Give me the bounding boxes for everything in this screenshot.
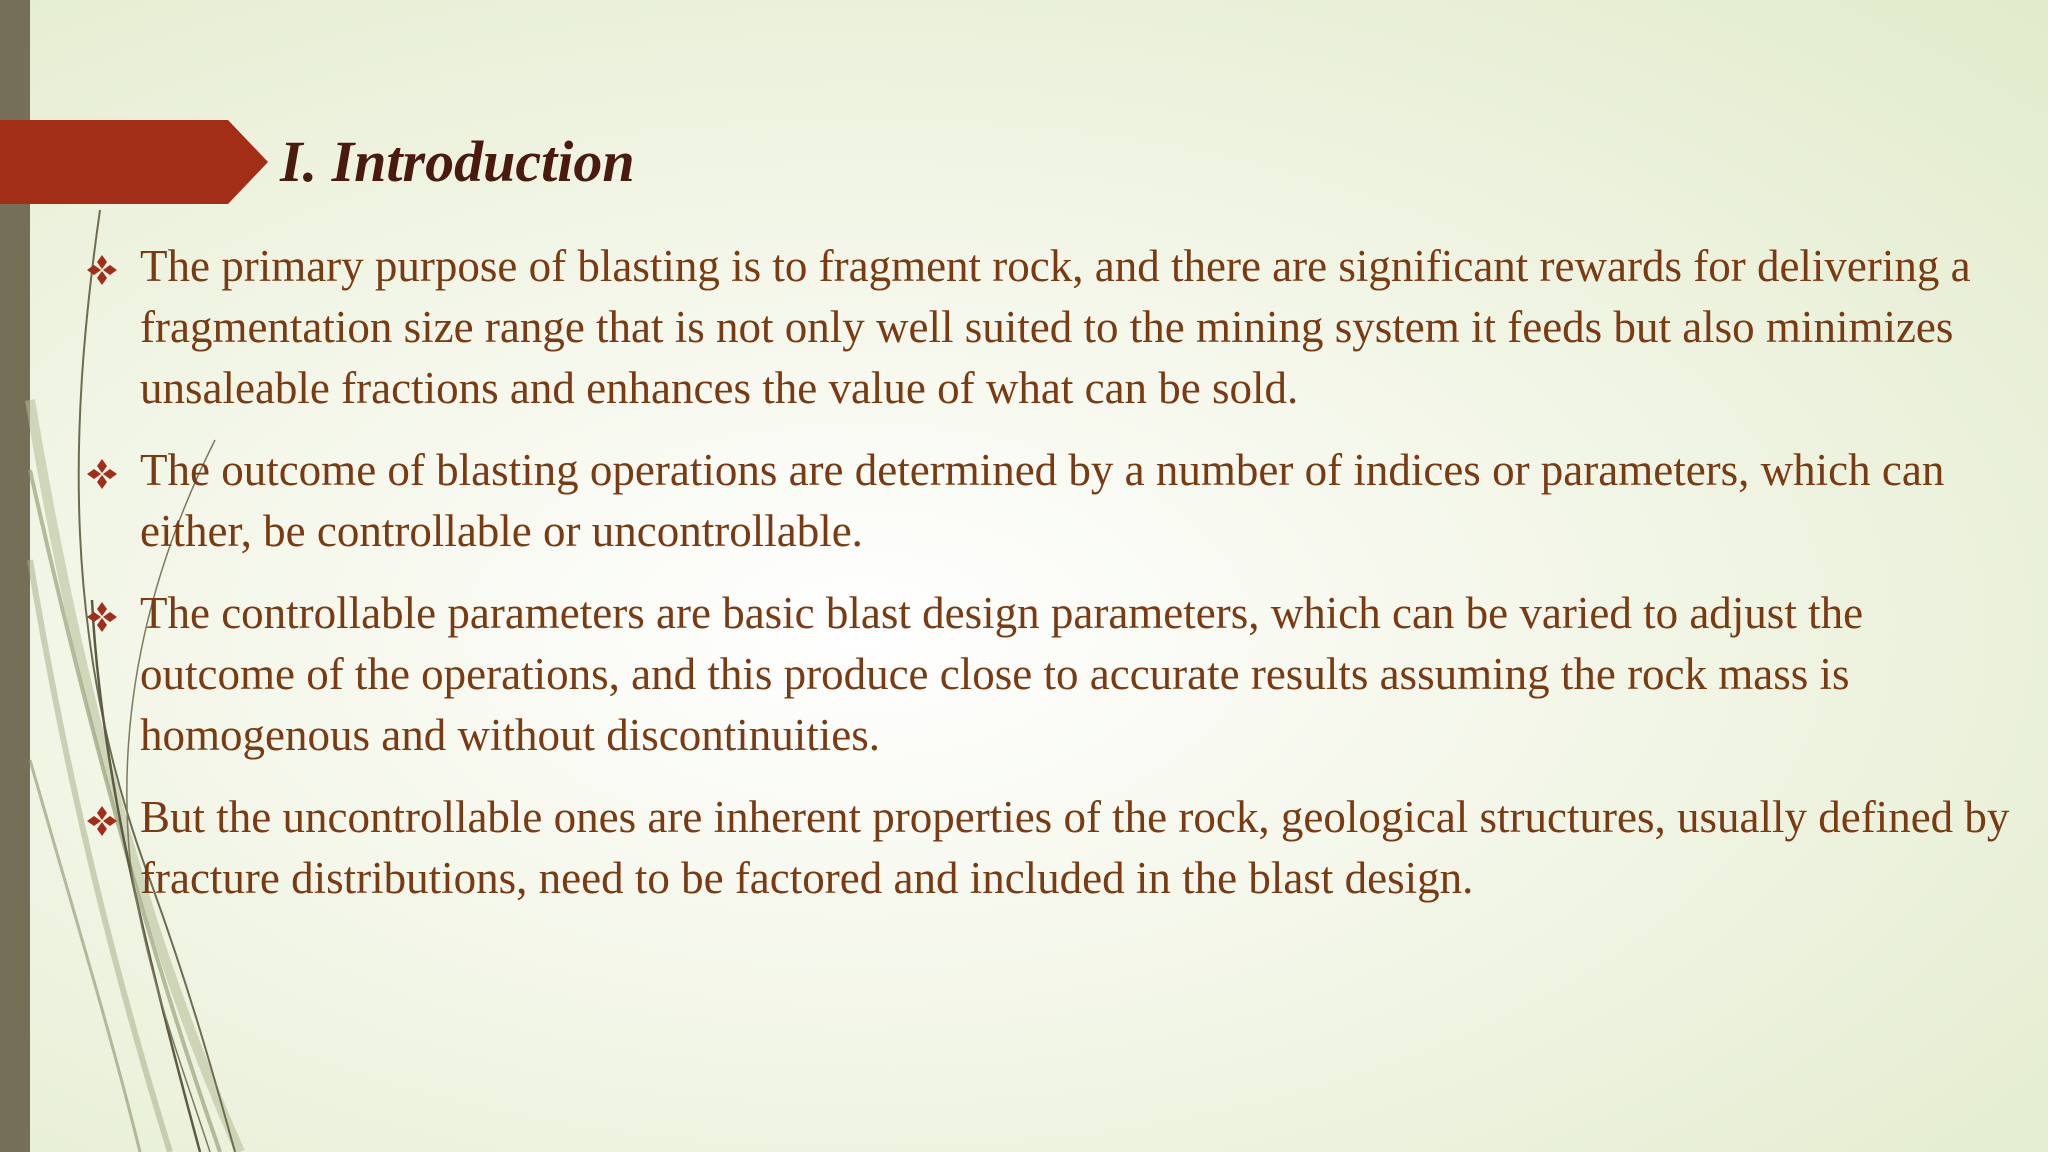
diamond-four-petal-icon: [86, 458, 118, 490]
bullet-item: [84, 583, 2014, 766]
bullet-text: The primary purpose of blasting is to fragment rock, and there are significant rewards for delivering a fragmentation size range that is not only well suited to the mining system it feeds but also minimizes unsaleable fractions and enhances the value of what can be sold.: [140, 241, 1971, 413]
title-arrow-shape: [0, 120, 268, 204]
bullet-text: The outcome of blasting operations are determined by a number of indices or parameters, which can either, be controllable or uncontrollable.: [140, 445, 1945, 556]
bullet-text: The controllable parameters are basic blast design parameters, which can be varied to adjust the outcome of the operations, and this produce close to accurate results assuming the rock mass is homogenous and without discontinuities.: [140, 588, 1864, 760]
bullet-item: [84, 787, 2014, 909]
diamond-four-petal-icon: [86, 601, 118, 633]
bullet-item: [84, 236, 2014, 419]
diamond-four-petal-icon: [86, 254, 118, 286]
bullet-list: [84, 236, 2014, 930]
bullet-item: [84, 440, 2014, 562]
diamond-four-petal-icon: [86, 805, 118, 837]
bullet-text: But the uncontrollable ones are inherent properties of the rock, geological structures, usually defined by fracture distributions, need to be factored and included in the blast design.: [140, 792, 2010, 903]
slide-title: I. Introduction: [280, 129, 635, 194]
